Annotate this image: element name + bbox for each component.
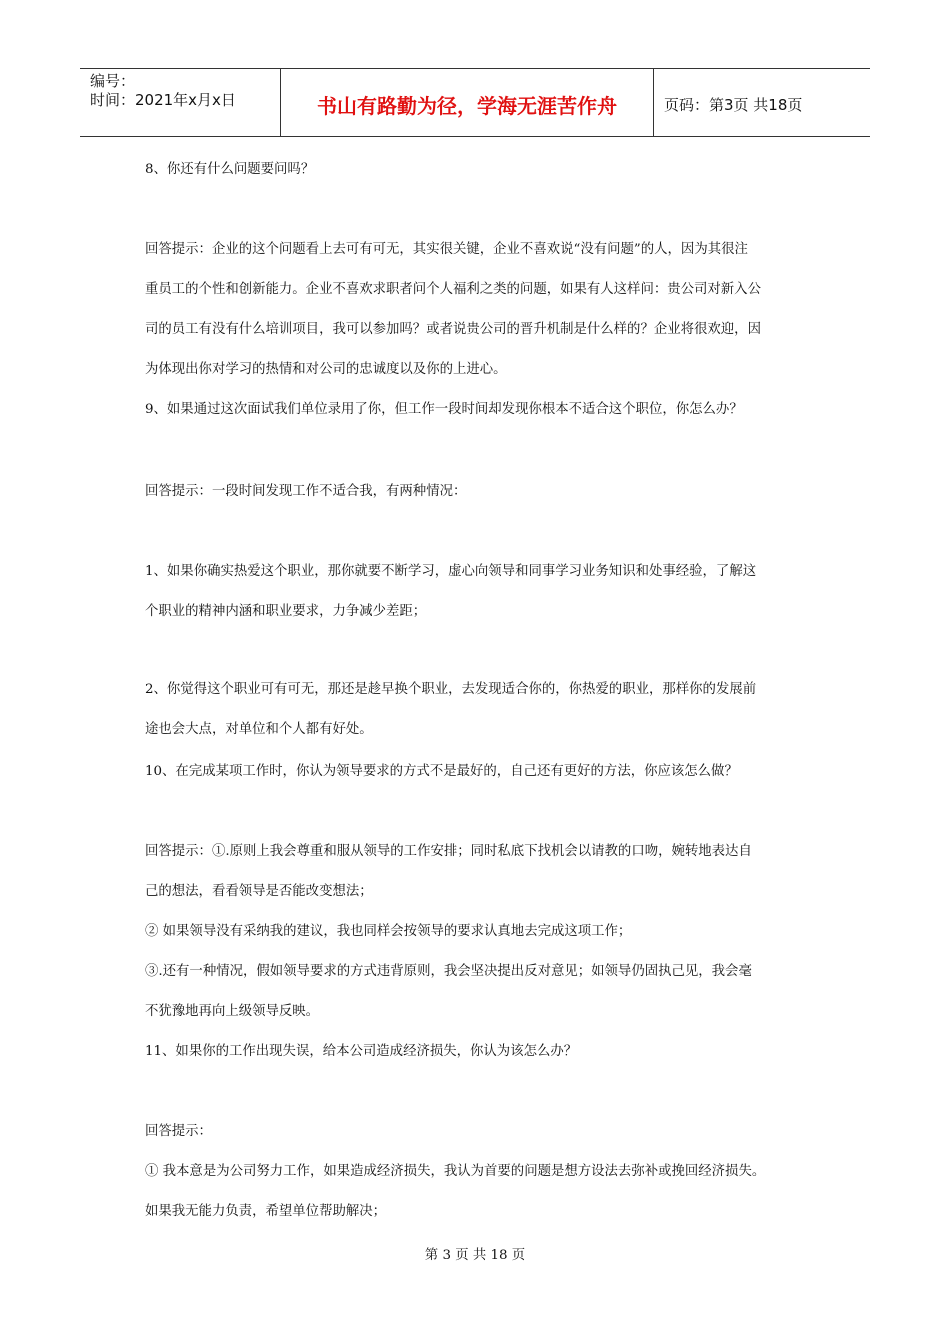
answer-10-line-1: 回答提示：①.原则上我会尊重和服从领导的工作安排；同时私底下找机会以请教的口吻，婉转地表达自: [145, 844, 752, 859]
answer-10-point-2: ② 如果领导没有采纳我的建议，我也同样会按领导的要求认真地去完成这项工作；: [145, 924, 632, 939]
question-10: 10、在完成某项工作时，你认为领导要求的方式不是最好的，自己还有更好的方法，你应该怎么做？: [145, 764, 738, 779]
answer-10-point-3-line-1: ③.还有一种情况，假如领导要求的方式违背原则，我会坚决提出反对意见；如领导仍固执己见，我会毫: [145, 964, 752, 979]
answer-8-line-2: 重员工的个性和创新能力。企业不喜欢求职者问个人福利之类的问题，如果有人这样问：贵公司对新入公: [145, 282, 761, 297]
header-motto-cell: [281, 69, 654, 136]
answer-10-point-3-line-2: 不犹豫地再向上级领导反映。: [145, 1004, 320, 1019]
header-page-number: 页码：第3页 共18页: [664, 96, 803, 114]
answer-10-line-2: 己的想法，看看领导是否能改变想法；: [145, 884, 373, 899]
answer-8-line-4: 为体现出你对学习的热情和对公司的忠诚度以及你的上进心。: [145, 362, 507, 377]
header-meta-cell: [80, 69, 281, 136]
answer-11-intro: 回答提示：: [145, 1124, 212, 1139]
answer-11-point-1-line-1: ① 我本意是为公司努力工作，如果造成经济损失，我认为首要的问题是想方设法去弥补或挽回经济损失。: [145, 1164, 766, 1179]
answer-8-line-3: 司的员工有没有什么培训项目，我可以参加吗？或者说贵公司的晋升机制是什么样的？企业将很欢迎，因: [145, 322, 761, 337]
answer-9-point-2-line-1: 2、你觉得这个职业可有可无，那还是趁早换个职业，去发现适合你的，你热爱的职业，那样你的发展前: [145, 682, 757, 697]
question-8: 8、你还有什么问题要问吗？: [145, 162, 315, 177]
document-number-label: 编号：: [90, 72, 136, 90]
footer-page-number: 第 3 页 共 18 页: [424, 1248, 526, 1263]
question-9: 9、如果通过这次面试我们单位录用了你，但工作一段时间却发现你根本不适合这个职位，你怎么办？: [145, 402, 743, 417]
header-motto: 书山有路勤为径，学海无涯苦作舟: [317, 94, 617, 118]
answer-8-line-1: 回答提示：企业的这个问题看上去可有可无，其实很关键，企业不喜欢说“没有问题”的人，因为其很注: [145, 242, 748, 257]
answer-9-point-1-line-2: 个职业的精神内涵和职业要求，力争减少差距；: [145, 604, 427, 619]
answer-9-point-1-line-1: 1、如果你确实热爱这个职业，那你就要不断学习，虚心向领导和同事学习业务知识和处事经验，了解这: [145, 564, 757, 579]
answer-9-point-2-line-2: 途也会大点，对单位和个人都有好处。: [145, 722, 373, 737]
page-footer: [0, 1244, 950, 1263]
question-11: 11、如果你的工作出现失误，给本公司造成经济损失，你认为该怎么办？: [145, 1044, 578, 1059]
answer-11-point-1-line-2: 如果我无能力负责，希望单位帮助解决；: [145, 1204, 387, 1219]
document-time-label: 时间：2021年x月x日: [90, 91, 236, 109]
header-page-cell: [654, 69, 870, 136]
answer-9-intro: 回答提示：一段时间发现工作不适合我，有两种情况：: [145, 484, 467, 499]
page-header: [80, 68, 870, 137]
